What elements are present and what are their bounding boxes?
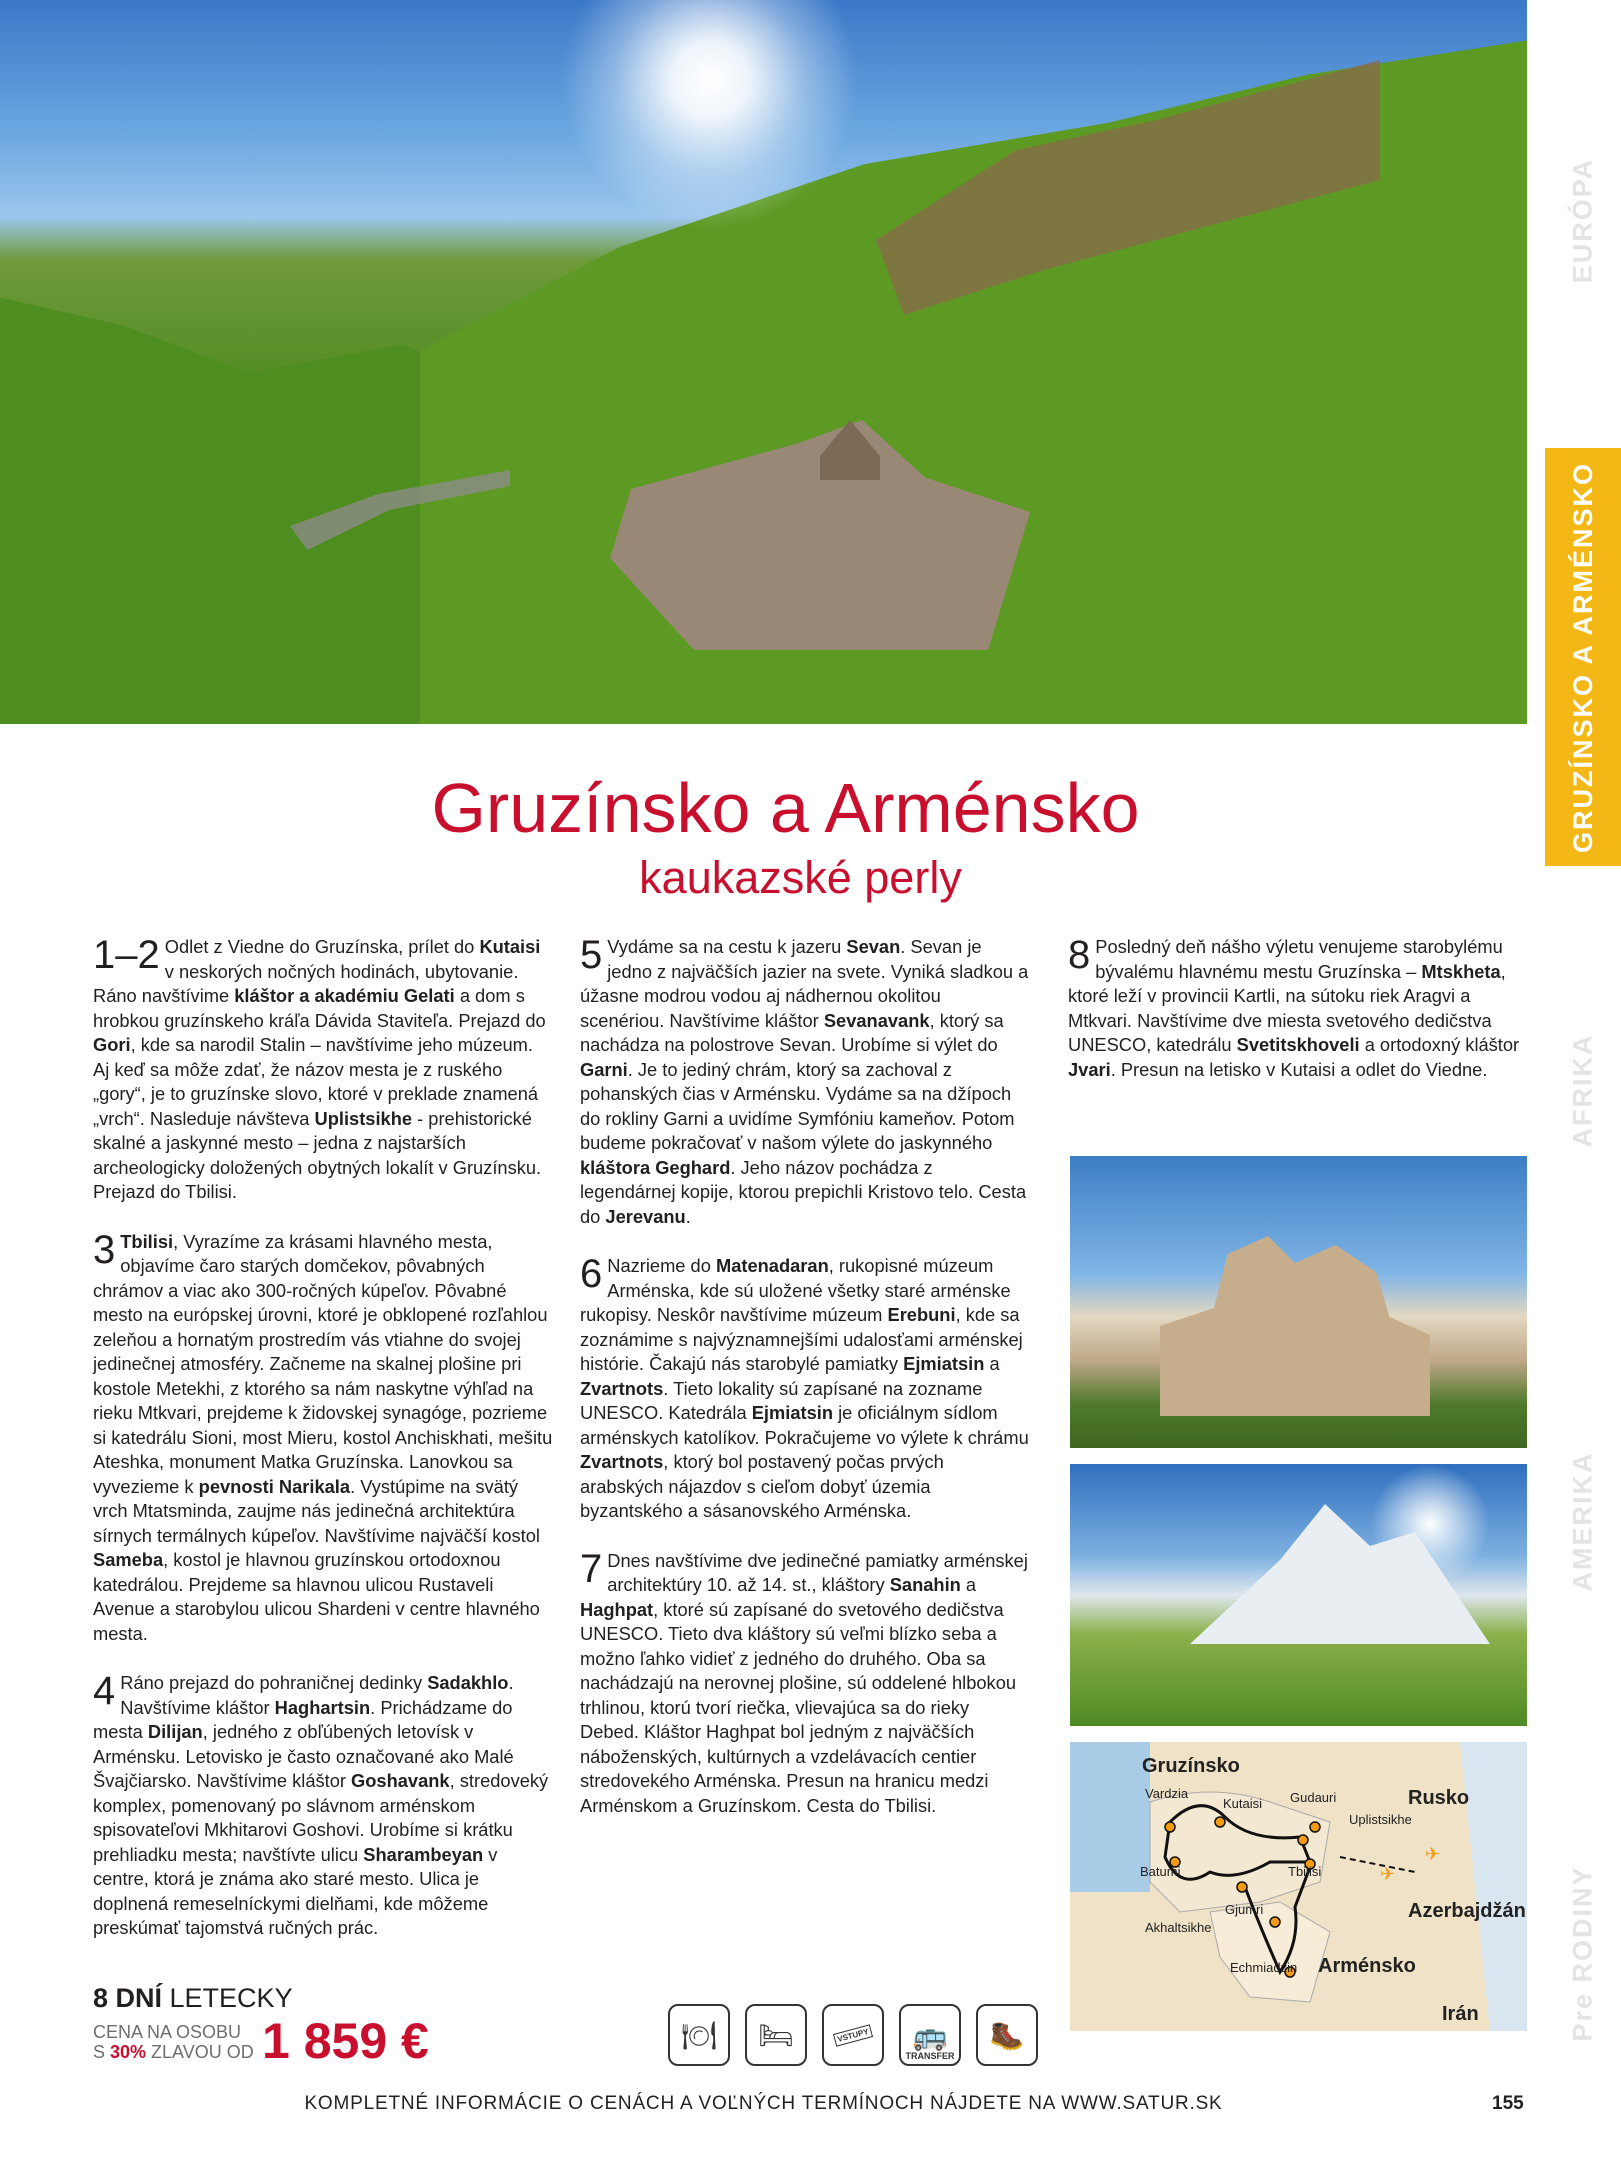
day-number: 5 <box>580 933 603 977</box>
day-text: , stredoveký komplex, pomenovaný po slávnom arménskom spisovateľovi Mkhitarovi Goshovi. Urobíme si krátku prehliadku mesta; navštívte ulicu <box>93 1770 549 1865</box>
day-number: 3 <box>93 1227 116 1272</box>
day-highlight: Jerevanu <box>605 1205 686 1227</box>
city-label-akhaltsikhe: Akhaltsikhe <box>1145 1920 1212 1935</box>
tab-pre-rodiny[interactable] <box>1545 1742 1621 2160</box>
photo-church-shape <box>1160 1236 1430 1416</box>
day-highlight: Sevan <box>846 936 901 957</box>
day-number: 1–2 <box>93 933 160 977</box>
day-text: . Tieto lokality sú zapísané na zozname UNESCO. Katedrála <box>580 1377 983 1423</box>
tab-afrika[interactable] <box>1545 880 1621 1298</box>
country-label-iran: Irán <box>1442 2003 1479 2025</box>
day-number: 7 <box>580 1546 603 1591</box>
tab-europa[interactable] <box>1545 0 1621 440</box>
photo-gelati-monastery <box>1070 1156 1527 1448</box>
day-highlight: Jvari <box>1068 1058 1111 1080</box>
day-text: , Vyrazíme za krásami hlavného mesta, objavíme čaro starých domčekov, pôvabných chrámov a viac ako 300-ročných kúpeľov. Pôvabné mesto na európskej úrovni, ktoré je obklopené rozľahlou zeleňou a hornatým prostredím vás vtiahne do svojej jedinečnej atmosféry. Začneme na skalnej plošine pri kostole Metekhi, z ktorého sa nám naskytne výhľad na rieku Mtkvari, prejdeme k židovskej synagóge, pozrieme si katedrálu Sioni, most Mieru, kostol Anchiskhati, mešitu Ateshka, monument Matka Gruzínska. Lanovkou sa vyvezieme k <box>93 1230 553 1497</box>
day-text: a <box>960 1574 977 1595</box>
day-highlight: Sharambeyan <box>363 1843 484 1865</box>
page-subtitle-wrap <box>0 852 1621 904</box>
country-label-azerbaijan: Azerbajdžán <box>1408 1900 1526 1922</box>
tab-gruzinsko-armensko-label: GRUZÍNSKO A ARMÉNSKO <box>1567 461 1598 853</box>
day-highlight: Dilijan <box>147 1721 203 1742</box>
day-text: . Je to jediný chrám, ktorý sa zachoval z pohanských čias v Arménsku. Vydáme sa na džípoch do rokliny Garni a uvidíme Symfóniu kameňov. Potom budeme pokračovať v našom výlete do jaskynného <box>580 1058 1015 1153</box>
text-column-3 <box>1068 935 1523 1107</box>
day-8 <box>1068 935 1523 1082</box>
day-text: a dom s hrobkou gruzínskeho kráľa Dávida Staviteľa. Prejazd do <box>93 985 546 1031</box>
day-text: . Sevan je jedno z najväčších jazier na svete. Vyniká sladkou a úžasne modrou vodou aj nádhernou okolitou scenériou. Navštívime kláštor <box>580 936 1029 1031</box>
page-title-wrap <box>0 768 1621 848</box>
day-highlight: Sevanavank <box>823 1009 930 1031</box>
transfer-icon: 🚌 TRANSFER <box>899 2004 961 2066</box>
day-highlight: Uplistsikhe <box>314 1107 413 1129</box>
ticket-icon <box>822 2004 884 2066</box>
tab-europa-label: EURÓPA <box>1567 157 1598 283</box>
bed-icon: 🛏 <box>745 2004 807 2066</box>
day-text: Ráno prejazd do pohraničnej dedinky <box>120 1672 428 1693</box>
tab-amerika-label: AMERIKA <box>1567 1451 1598 1591</box>
price-caption-line2 <box>93 2042 254 2062</box>
day-text: je oficiálnym sídlom arménskych katolíkov. Pokračujeme vo výlete k chrámu <box>580 1402 1029 1448</box>
city-label-gudauri: Gudauri <box>1290 1790 1337 1805</box>
hiking-icon: 🥾 <box>976 2004 1038 2066</box>
price-caption-rest: ZLAVOU OD <box>146 2042 254 2062</box>
photo-caucasus-mountains <box>1070 1464 1527 1726</box>
tab-amerika[interactable] <box>1545 1310 1621 1730</box>
city-label-uplistsikhe: Uplistsikhe <box>1349 1812 1412 1827</box>
price-caption-line1: CENA NA OSOBU <box>93 2022 242 2042</box>
page-subtitle: kaukazské perly <box>639 852 962 903</box>
country-label-armenia: Arménsko <box>1318 1955 1416 1977</box>
caspian-area <box>1460 1742 1527 2031</box>
black-sea <box>1070 1742 1150 1892</box>
day-text: Nazrieme do <box>607 1255 716 1276</box>
day-number: 8 <box>1068 933 1091 977</box>
day-number: 4 <box>93 1669 116 1713</box>
day-text: v centre, ktorá je známa ako staré mesto. Ulica je doplnená remeselníckymi dielňami, kde môžeme preskúmať tajomstvá ručných prác. <box>93 1843 498 1938</box>
day-highlight: Garni <box>580 1058 628 1080</box>
ticket-label: VSTUPY <box>833 2024 873 2046</box>
day-text: , jedného z obľúbených letovísk v Arménsku. Letovisko je často označované ako Malé Švajčiarsko. Navštívime kláštor <box>93 1721 514 1791</box>
city-label-batumi: Batumi <box>1140 1864 1181 1879</box>
day-highlight: Ejmiatsin <box>903 1353 985 1374</box>
text-column-2 <box>580 935 1030 1843</box>
day-highlight: Goshavank <box>351 1770 450 1791</box>
city-label-vardzia: Vardzia <box>1145 1786 1189 1801</box>
transfer-label: TRANSFER <box>905 2051 955 2061</box>
day-highlight: kláštor a akadémiu Gelati <box>234 985 455 1006</box>
city-dot-uplistsikhe <box>1298 1835 1308 1845</box>
country-label-georgia: Gruzínsko <box>1142 1755 1240 1777</box>
day-text: . Navštívime kláštor <box>120 1672 514 1718</box>
trip-duration <box>93 1983 293 2014</box>
day-highlight: Zvartnots <box>580 1451 664 1472</box>
day-highlight: Matenadaran <box>715 1255 829 1276</box>
day-number: 6 <box>580 1252 603 1296</box>
route-map <box>1070 1742 1527 2031</box>
day-text: - prehistorické skalné a jaskynné mesto – jedna z najstarších archeologicky doložených obytných lokalít v Gruzínsku. Prejazd do Tbilisi. <box>93 1107 542 1202</box>
day-text: , rukopisné múzeum Arménska, kde sú uložené všetky staré arménske rukopisy. Neskôr navštívime múzeum <box>580 1255 1011 1325</box>
price-caption-s: S <box>93 2042 111 2062</box>
day-text: , kde sa zoznámime s najvýznamnejšími udalosťami arménskej histórie. Čakajú nás starobylé pamiatky <box>580 1304 1023 1374</box>
day-5 <box>580 935 1030 1229</box>
day-highlight: Sameba <box>93 1549 164 1570</box>
day-highlight: Haghartsin <box>274 1696 371 1718</box>
day-7 <box>580 1546 1030 1819</box>
day-highlight: Zvartnots <box>580 1377 664 1399</box>
city-dot-akhaltsikhe <box>1270 1917 1280 1927</box>
day-text: , ktorý bol postavený počas prvých arabských nájazdov s cieľom dobyť územia byzantského a sásanovského Arménska. <box>580 1451 944 1521</box>
tab-afrika-label: AFRIKA <box>1567 1033 1598 1147</box>
day-highlight: Sanahin <box>889 1574 961 1595</box>
day-4 <box>93 1671 553 1941</box>
day-text: , kostol je hlavnou gruzínskou ortodoxnou katedrálou. Prejdeme sa hlavnou ulicou Rustaveli Avenue a starobylou ulicou Shardeni v centre hlavného mesta. <box>93 1549 540 1644</box>
day-text: . <box>685 1205 691 1227</box>
day-text: Vydáme sa na cestu k jazeru <box>607 936 847 957</box>
text-column-1 <box>93 935 553 1966</box>
day-text: , kde sa narodil Stalin – navštívime jeho múzeum. Aj keď sa môže zdať, že názov mesta je z ruského „gory“, je to gruzínske slovo, ktoré v preklade znamená „vrch“. Nasleduje návšteva <box>93 1034 539 1129</box>
day-text: , ktoré sú zapísané do svetového dedičstva UNESCO. Tieto dva kláštory sú veľmi blízko seba a možno ľahko vidieť z jedného do druhého. Oba sa nachádzajú na nerovnej plošine, sú oddelené hlbokou trhlinou, ktorú tvorí riečka, vlievajúca sa do rieky Debed. Kláštor Haghpat bol jedným z najväčších náboženských, kultúrnych a vzdelávacích centier stredovekého Arménska. Presun na hranicu medzi Arménskom a Gruzínskom. Cesta do Tbilisi. <box>580 1598 1017 1816</box>
city-label-gjumri: Gjumri <box>1225 1902 1264 1917</box>
day-highlight: Gori <box>93 1034 131 1055</box>
city-dot-gjumri <box>1237 1882 1247 1892</box>
day-highlight: kláštora Geghard <box>580 1156 731 1178</box>
city-dot-gudauri <box>1310 1822 1320 1832</box>
day-highlight: Sadakhlo <box>427 1672 509 1693</box>
tab-pre-rodiny-label: Pre RODINY <box>1567 1864 1598 2042</box>
city-label-kutaisi: Kutaisi <box>1223 1796 1263 1811</box>
day-text: Posledný deň nášho výletu venujeme starobylému bývalému hlavnému mestu Gruzínska – <box>1095 936 1503 982</box>
day-highlight: Tbilisi <box>120 1230 174 1252</box>
day-highlight: Kutaisi <box>479 936 541 957</box>
day-text: . Presun na letisko v Kutaisi a odlet do Viedne. <box>1110 1058 1488 1080</box>
day-6 <box>580 1254 1030 1524</box>
country-label-russia: Rusko <box>1408 1787 1470 1809</box>
city-label-echmiadzin: Echmiadzin <box>1230 1960 1298 1975</box>
page-title: Gruzínsko a Arménsko <box>431 769 1140 847</box>
day-1-2 <box>93 935 553 1205</box>
trip-transport: LETECKY <box>162 1983 293 2013</box>
price-value: 1 859 € <box>262 2013 429 2069</box>
day-highlight: Erebuni <box>887 1304 956 1325</box>
route-map-svg <box>1070 1742 1527 2031</box>
price-caption <box>93 2022 254 2062</box>
hero-photo <box>0 0 1527 724</box>
day-text: Dnes navštívime dve jedinečné pamiatky arménskej architektúry 10. až 14. st., kláštory <box>607 1549 1028 1595</box>
day-text: Odlet z Viedne do Gruzínska, prílet do <box>164 936 480 957</box>
day-highlight: Mtskheta <box>1421 960 1501 982</box>
day-highlight: Ejmiatsin <box>751 1402 833 1423</box>
plane-icon: ✈ <box>1380 1864 1396 1884</box>
city-label-tbilisi: Tbilisi <box>1288 1864 1322 1879</box>
discount-percent: 30% <box>110 2042 147 2062</box>
day-text: . Vystúpime na svätý vrch Mtatsminda, zaujme nás jedinečná architektúra sírnych termálnych kúpeľov. Navštívime najväčší kostol <box>93 1475 540 1546</box>
meals-icon: 🍽 <box>668 2004 730 2066</box>
day-highlight: pevnosti Narikala <box>198 1475 351 1497</box>
sidebar <box>1545 0 1621 2160</box>
day-text: a <box>984 1353 1000 1374</box>
day-highlight: Svetitskhoveli <box>1236 1034 1360 1055</box>
day-text: , ktorý sa nachádza na polostrove Sevan. Urobíme si výlet do <box>580 1009 1004 1055</box>
day-text: . Prichádzame do mesta <box>93 1696 513 1742</box>
day-highlight: Haghpat <box>580 1598 654 1620</box>
flight-line <box>1340 1857 1415 1872</box>
day-text: , ktoré leží v provincii Kartli, na sútoku riek Aragvi a Mtkvari. Navštívime dve miesta svetového dedičstva UNESCO, katedrálu <box>1068 960 1506 1055</box>
page-number: 155 <box>1492 2093 1524 2114</box>
day-text: v neskorých nočných hodinách, ubytovanie. Ráno navštívime <box>93 960 519 1006</box>
day-3 <box>93 1227 553 1647</box>
city-dot-kutaisi <box>1215 1817 1225 1827</box>
plane-icon: ✈ <box>1425 1844 1441 1864</box>
trip-days: 8 DNÍ <box>93 1983 163 2013</box>
footer-info: KOMPLETNÉ INFORMÁCIE O CENÁCH A VOĽNÝCH TERMÍNOCH NÁJDETE NA WWW.SATUR.SK <box>304 2093 1223 2114</box>
day-text: a ortodoxný kláštor <box>1359 1034 1520 1055</box>
day-text: . Jeho názov pochádza z legendárnej kopije, ktorou prepichli Kristovo telo. Cesta do <box>580 1156 1027 1227</box>
city-dot-vardzia <box>1165 1822 1175 1832</box>
